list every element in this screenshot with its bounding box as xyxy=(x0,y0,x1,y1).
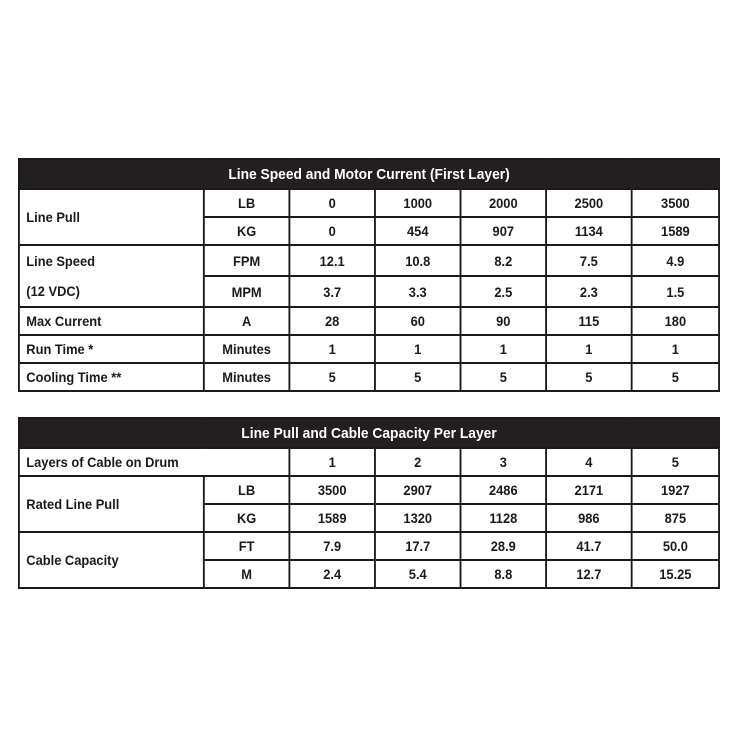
value-cell: 5.4 xyxy=(375,560,461,588)
value-cell: 1000 xyxy=(375,189,461,217)
value-cell: 2.3 xyxy=(546,276,632,307)
line-speed-motor-current-table xyxy=(18,158,720,392)
line-pull-cable-capacity-table xyxy=(18,417,720,589)
value-cell: 0 xyxy=(289,189,375,217)
table-row xyxy=(19,335,719,363)
value-cell: 1927 xyxy=(632,476,719,504)
unit-cell: FT xyxy=(204,532,290,560)
value-cell: 41.7 xyxy=(546,532,632,560)
unit-cell: M xyxy=(204,560,290,588)
value-cell: 3500 xyxy=(632,189,719,217)
value-cell: 5 xyxy=(375,363,461,391)
value-cell: 1 xyxy=(289,448,375,476)
value-cell: 907 xyxy=(461,217,547,245)
unit-cell: MPM xyxy=(204,276,290,307)
value-cell: 2500 xyxy=(546,189,632,217)
value-cell: 2.5 xyxy=(461,276,547,307)
value-cell: 986 xyxy=(546,504,632,532)
value-cell: 1128 xyxy=(461,504,547,532)
value-cell: 28 xyxy=(289,307,375,335)
row-label-cable-capacity: Cable Capacity xyxy=(19,532,204,588)
value-cell: 1134 xyxy=(546,217,632,245)
value-cell: 2 xyxy=(375,448,461,476)
table-row xyxy=(19,532,719,560)
value-cell: 8.8 xyxy=(461,560,547,588)
row-label-rated-line-pull: Rated Line Pull xyxy=(19,476,204,532)
value-cell: 1589 xyxy=(632,217,719,245)
value-cell: 2.4 xyxy=(289,560,375,588)
value-cell: 180 xyxy=(632,307,719,335)
value-cell: 5 xyxy=(632,448,719,476)
value-cell: 2171 xyxy=(546,476,632,504)
value-cell: 50.0 xyxy=(632,532,719,560)
value-cell: 12.7 xyxy=(546,560,632,588)
value-cell: 2000 xyxy=(461,189,547,217)
table-title: Line Speed and Motor Current (First Layer) xyxy=(19,159,719,189)
value-cell: 1 xyxy=(546,335,632,363)
table-row xyxy=(19,363,719,391)
table-row xyxy=(19,476,719,504)
value-cell: 1320 xyxy=(375,504,461,532)
row-label-layers: Layers of Cable on Drum xyxy=(19,448,289,476)
value-cell: 1 xyxy=(632,335,719,363)
unit-cell: KG xyxy=(204,504,290,532)
value-cell: 17.7 xyxy=(375,532,461,560)
unit-cell: LB xyxy=(204,189,290,217)
table-row xyxy=(19,245,719,276)
value-cell: 7.5 xyxy=(546,245,632,276)
value-cell: 1.5 xyxy=(632,276,719,307)
value-cell: 4 xyxy=(546,448,632,476)
row-label-line-pull: Line Pull xyxy=(19,189,204,245)
value-cell: 5 xyxy=(632,363,719,391)
value-cell: 5 xyxy=(289,363,375,391)
unit-cell: KG xyxy=(204,217,290,245)
table-row xyxy=(19,307,719,335)
unit-cell: Minutes xyxy=(204,335,290,363)
unit-cell: FPM xyxy=(204,245,290,276)
value-cell: 3 xyxy=(461,448,547,476)
row-label-line-speed xyxy=(19,245,204,307)
unit-cell: A xyxy=(204,307,290,335)
value-cell: 10.8 xyxy=(375,245,461,276)
value-cell: 1 xyxy=(289,335,375,363)
value-cell: 28.9 xyxy=(461,532,547,560)
value-cell: 15.25 xyxy=(632,560,719,588)
value-cell: 454 xyxy=(375,217,461,245)
table-row xyxy=(19,189,719,217)
unit-cell: Minutes xyxy=(204,363,290,391)
row-label-run-time: Run Time * xyxy=(19,335,204,363)
row-label-max-current: Max Current xyxy=(19,307,204,335)
unit-cell: LB xyxy=(204,476,290,504)
value-cell: 12.1 xyxy=(289,245,375,276)
value-cell: 60 xyxy=(375,307,461,335)
value-cell: 0 xyxy=(289,217,375,245)
value-cell: 3.7 xyxy=(289,276,375,307)
value-cell: 5 xyxy=(546,363,632,391)
value-cell: 115 xyxy=(546,307,632,335)
row-label-line-speed-line1: Line Speed xyxy=(26,253,95,269)
value-cell: 5 xyxy=(461,363,547,391)
value-cell: 90 xyxy=(461,307,547,335)
table-title: Line Pull and Cable Capacity Per Layer xyxy=(19,418,719,448)
value-cell: 2486 xyxy=(461,476,547,504)
table-row xyxy=(19,448,719,476)
value-cell: 2907 xyxy=(375,476,461,504)
row-label-line-speed-line2: (12 VDC) xyxy=(26,283,80,299)
row-label-cooling-time: Cooling Time ** xyxy=(19,363,204,391)
value-cell: 7.9 xyxy=(289,532,375,560)
value-cell: 8.2 xyxy=(461,245,547,276)
value-cell: 875 xyxy=(632,504,719,532)
value-cell: 1589 xyxy=(289,504,375,532)
value-cell: 1 xyxy=(375,335,461,363)
value-cell: 3500 xyxy=(289,476,375,504)
value-cell: 3.3 xyxy=(375,276,461,307)
value-cell: 4.9 xyxy=(632,245,719,276)
value-cell: 1 xyxy=(461,335,547,363)
